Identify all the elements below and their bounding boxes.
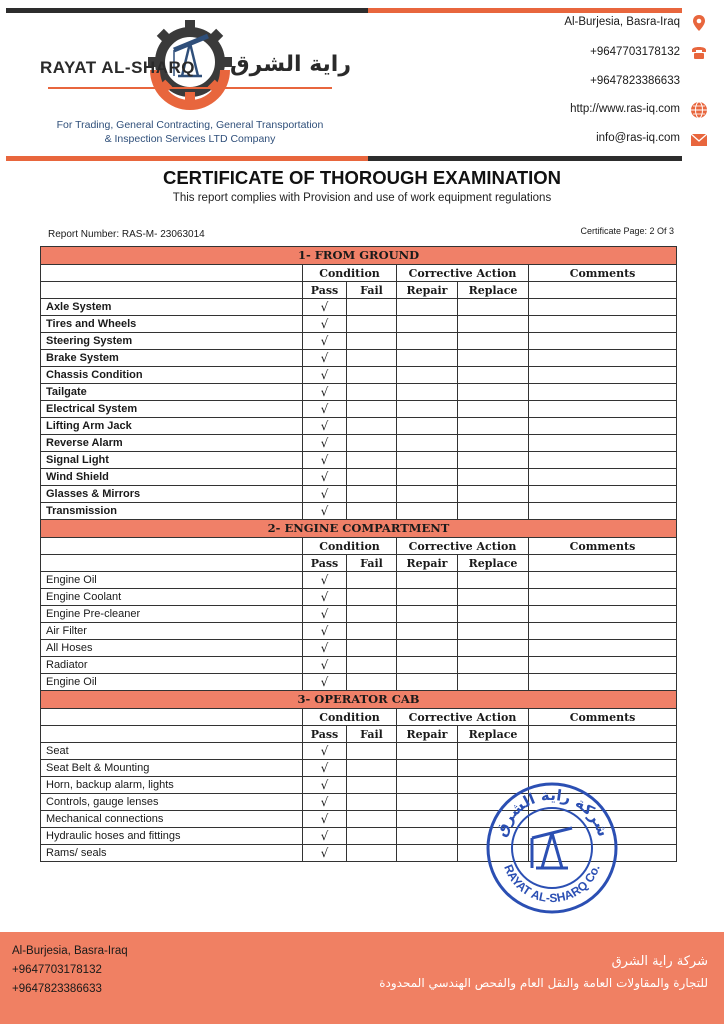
column-group-header-row (41, 265, 677, 282)
repair-cell (397, 640, 458, 657)
inspection-item: Seat Belt & Mounting (41, 760, 303, 777)
replace-header: Replace (458, 282, 529, 299)
replace-cell (458, 469, 529, 486)
inspection-item: Signal Light (41, 452, 303, 469)
pass-check-mark: √ (303, 572, 347, 589)
repair-header: Repair (397, 726, 458, 743)
replace-cell (458, 401, 529, 418)
inspection-row (41, 640, 677, 657)
fail-cell (347, 572, 397, 589)
inspection-item: Chassis Condition (41, 367, 303, 384)
fail-cell (347, 777, 397, 794)
header-blank-cell (41, 726, 303, 743)
replace-cell (458, 674, 529, 691)
fail-header: Fail (347, 282, 397, 299)
section-from-ground-table (40, 246, 677, 520)
footer-phone-2[interactable]: +9647823386633 (12, 983, 102, 995)
inspection-item: Electrical System (41, 401, 303, 418)
repair-cell (397, 657, 458, 674)
replace-cell (458, 572, 529, 589)
inspection-item: Air Filter (41, 623, 303, 640)
comments-cell (529, 674, 677, 691)
inspection-item: Steering System (41, 333, 303, 350)
footer-band (0, 932, 724, 1024)
contact-address: Al-Burjesia, Basra-Iraq (564, 16, 680, 28)
inspection-row (41, 657, 677, 674)
header-divider-dark (368, 156, 682, 161)
comments-cell (529, 333, 677, 350)
comments-cell (529, 657, 677, 674)
comments-cell (529, 760, 677, 777)
repair-cell (397, 794, 458, 811)
repair-cell (397, 503, 458, 520)
replace-cell (458, 760, 529, 777)
section-engine-compartment-table (40, 519, 677, 691)
fail-cell (347, 828, 397, 845)
fail-cell (347, 435, 397, 452)
comments-cell (529, 350, 677, 367)
column-header-row (41, 555, 677, 572)
fail-cell (347, 623, 397, 640)
pass-header: Pass (303, 282, 347, 299)
inspection-item: Transmission (41, 503, 303, 520)
pass-check-mark: √ (303, 401, 347, 418)
fail-cell (347, 794, 397, 811)
inspection-item: Horn, backup alarm, lights (41, 777, 303, 794)
repair-cell (397, 299, 458, 316)
pass-check-mark: √ (303, 606, 347, 623)
inspection-item: Hydraulic hoses and fittings (41, 828, 303, 845)
replace-cell (458, 452, 529, 469)
header-divider-accent (6, 156, 368, 161)
stamp-arabic-text: شركة راية الشرق (491, 785, 613, 839)
repair-header: Repair (397, 282, 458, 299)
replace-cell (458, 350, 529, 367)
header-top-bar-accent (368, 8, 682, 13)
fail-cell (347, 589, 397, 606)
inspection-item: Engine Pre-cleaner (41, 606, 303, 623)
certificate-title: CERTIFICATE OF THOROUGH EXAMINATION (162, 167, 562, 188)
inspection-row (41, 760, 677, 777)
inspection-row (41, 606, 677, 623)
inspection-row (41, 589, 677, 606)
comments-cell (529, 606, 677, 623)
fail-cell (347, 674, 397, 691)
section-title-row (41, 520, 677, 538)
comments-cell (529, 469, 677, 486)
inspection-row (41, 350, 677, 367)
pass-check-mark: √ (303, 299, 347, 316)
inspection-item: Axle System (41, 299, 303, 316)
fail-cell (347, 299, 397, 316)
pass-check-mark: √ (303, 640, 347, 657)
pass-check-mark: √ (303, 623, 347, 640)
section-title-row (41, 691, 677, 709)
inspection-item: Seat (41, 743, 303, 760)
logo-text-english: RAYAT AL-SHARQ (40, 58, 195, 77)
footer-phone-1[interactable]: +9647703178132 (12, 964, 102, 976)
pass-check-mark: √ (303, 350, 347, 367)
pass-check-mark: √ (303, 452, 347, 469)
header-blank-cell (41, 538, 303, 555)
inspection-row (41, 418, 677, 435)
comments-cell (529, 503, 677, 520)
footer-arabic-name: شركة راية الشرق (611, 954, 708, 969)
replace-cell (458, 657, 529, 674)
fail-cell (347, 503, 397, 520)
replace-cell (458, 606, 529, 623)
inspection-item: Mechanical connections (41, 811, 303, 828)
pass-header: Pass (303, 555, 347, 572)
replace-cell (458, 623, 529, 640)
inspection-row (41, 316, 677, 333)
globe-icon (690, 101, 708, 119)
contact-phone-2[interactable]: +9647823386633 (590, 75, 680, 87)
repair-cell (397, 350, 458, 367)
inspection-row (41, 623, 677, 640)
company-tagline (20, 118, 360, 146)
pass-check-mark: √ (303, 316, 347, 333)
inspection-item: Glasses & Mirrors (41, 486, 303, 503)
footer-arabic-description: للتجارة والمقاولات العامة والنقل العام والفحص الهندسي المحدودة (379, 976, 708, 990)
inspection-item: All Hoses (41, 640, 303, 657)
comments-cell (529, 435, 677, 452)
replace-cell (458, 418, 529, 435)
inspection-item: Rams/ seals (41, 845, 303, 862)
comments-blank-cell (529, 282, 677, 299)
repair-cell (397, 333, 458, 350)
inspection-item: Engine Oil (41, 674, 303, 691)
comments-cell (529, 299, 677, 316)
pass-header: Pass (303, 726, 347, 743)
section-title: 2- ENGINE COMPARTMENT (41, 520, 677, 538)
inspection-item: Lifting Arm Jack (41, 418, 303, 435)
fail-cell (347, 452, 397, 469)
replace-cell (458, 435, 529, 452)
inspection-item: Radiator (41, 657, 303, 674)
certificate-page: Certificate Page: 2 Of 3 (580, 226, 674, 236)
inspection-row (41, 333, 677, 350)
fail-cell (347, 760, 397, 777)
inspection-row (41, 572, 677, 589)
replace-cell (458, 743, 529, 760)
report-number: Report Number: RAS-M- 23063014 (48, 229, 205, 240)
column-group-header-row (41, 709, 677, 726)
fail-cell (347, 418, 397, 435)
repair-cell (397, 674, 458, 691)
header-blank-cell (41, 265, 303, 282)
repair-cell (397, 367, 458, 384)
comments-cell (529, 623, 677, 640)
pass-check-mark: √ (303, 384, 347, 401)
phone-icon (690, 44, 708, 62)
inspection-row (41, 299, 677, 316)
comments-cell (529, 486, 677, 503)
repair-cell (397, 384, 458, 401)
pass-check-mark: √ (303, 333, 347, 350)
inspection-item: Controls, gauge lenses (41, 794, 303, 811)
condition-header: Condition (303, 709, 397, 726)
pass-check-mark: √ (303, 589, 347, 606)
pass-check-mark: √ (303, 367, 347, 384)
repair-cell (397, 435, 458, 452)
pass-check-mark: √ (303, 503, 347, 520)
condition-header: Condition (303, 265, 397, 282)
comments-cell (529, 316, 677, 333)
company-stamp (484, 780, 620, 916)
fail-cell (347, 811, 397, 828)
certificate-subtitle: This report complies with Provision and use of work equipment regulations (172, 192, 552, 204)
inspection-row (41, 452, 677, 469)
replace-cell (458, 367, 529, 384)
inspection-row (41, 435, 677, 452)
inspection-item: Brake System (41, 350, 303, 367)
replace-header: Replace (458, 726, 529, 743)
tagline-line-2: & Inspection Services LTD Company (104, 133, 276, 145)
comments-cell (529, 367, 677, 384)
pass-check-mark: √ (303, 743, 347, 760)
repair-header: Repair (397, 555, 458, 572)
comments-header: Comments (529, 709, 677, 726)
inspection-item: Tires and Wheels (41, 316, 303, 333)
section-title: 3- OPERATOR CAB (41, 691, 677, 709)
repair-cell (397, 828, 458, 845)
pass-check-mark: √ (303, 811, 347, 828)
fail-cell (347, 401, 397, 418)
contact-email[interactable]: info@ras-iq.com (596, 132, 680, 144)
section-title: 1- FROM GROUND (41, 247, 677, 265)
repair-cell (397, 316, 458, 333)
column-header-row (41, 726, 677, 743)
svg-text:شركة راية الشرق (492, 786, 613, 839)
comments-cell (529, 640, 677, 657)
replace-cell (458, 589, 529, 606)
inspection-row (41, 486, 677, 503)
fail-cell (347, 350, 397, 367)
replace-cell (458, 299, 529, 316)
fail-cell (347, 469, 397, 486)
inspection-item: Wind Shield (41, 469, 303, 486)
replace-cell (458, 316, 529, 333)
header-top-bar-dark (6, 8, 368, 13)
fail-cell (347, 606, 397, 623)
pass-check-mark: √ (303, 418, 347, 435)
repair-cell (397, 589, 458, 606)
pass-check-mark: √ (303, 674, 347, 691)
stamp-english-text: RAYAT AL-SHARQ Co. (501, 862, 603, 906)
pass-check-mark: √ (303, 794, 347, 811)
stamp-seal-icon (484, 780, 620, 916)
fail-cell (347, 640, 397, 657)
pass-check-mark: √ (303, 486, 347, 503)
fail-header: Fail (347, 726, 397, 743)
pass-check-mark: √ (303, 777, 347, 794)
pass-check-mark: √ (303, 435, 347, 452)
replace-cell (458, 640, 529, 657)
replace-cell (458, 333, 529, 350)
corrective-action-header: Corrective Action (397, 538, 529, 555)
comments-cell (529, 384, 677, 401)
fail-cell (347, 486, 397, 503)
comments-cell (529, 589, 677, 606)
footer-address: Al-Burjesia, Basra-Iraq (12, 945, 128, 957)
header-blank-cell (41, 555, 303, 572)
inspection-row (41, 674, 677, 691)
pass-check-mark: √ (303, 657, 347, 674)
fail-header: Fail (347, 555, 397, 572)
pass-check-mark: √ (303, 845, 347, 862)
inspection-item: Tailgate (41, 384, 303, 401)
repair-cell (397, 777, 458, 794)
header-blank-cell (41, 709, 303, 726)
repair-cell (397, 606, 458, 623)
location-pin-icon (690, 14, 708, 32)
fail-cell (347, 384, 397, 401)
pass-check-mark: √ (303, 828, 347, 845)
pass-check-mark: √ (303, 469, 347, 486)
tagline-line-1: For Trading, General Contracting, General Transportation (56, 119, 324, 131)
repair-cell (397, 572, 458, 589)
repair-cell (397, 452, 458, 469)
repair-cell (397, 743, 458, 760)
section-title-row (41, 247, 677, 265)
column-header-row (41, 282, 677, 299)
replace-header: Replace (458, 555, 529, 572)
comments-cell (529, 743, 677, 760)
condition-header: Condition (303, 538, 397, 555)
repair-cell (397, 401, 458, 418)
comments-cell (529, 418, 677, 435)
inspection-row (41, 743, 677, 760)
repair-cell (397, 418, 458, 435)
inspection-item: Engine Oil (41, 572, 303, 589)
comments-blank-cell (529, 726, 677, 743)
fail-cell (347, 845, 397, 862)
replace-cell (458, 384, 529, 401)
replace-cell (458, 503, 529, 520)
repair-cell (397, 760, 458, 777)
fail-cell (347, 367, 397, 384)
repair-cell (397, 623, 458, 640)
inspection-row (41, 469, 677, 486)
column-group-header-row (41, 538, 677, 555)
inspection-item: Reverse Alarm (41, 435, 303, 452)
comments-header: Comments (529, 265, 677, 282)
comments-blank-cell (529, 555, 677, 572)
inspection-row (41, 367, 677, 384)
repair-cell (397, 811, 458, 828)
comments-header: Comments (529, 538, 677, 555)
comments-cell (529, 401, 677, 418)
comments-cell (529, 452, 677, 469)
fail-cell (347, 333, 397, 350)
inspection-item: Engine Coolant (41, 589, 303, 606)
corrective-action-header: Corrective Action (397, 709, 529, 726)
logo-text-arabic: راية الشرق (230, 52, 352, 77)
repair-cell (397, 469, 458, 486)
inspection-row (41, 401, 677, 418)
fail-cell (347, 316, 397, 333)
fail-cell (347, 657, 397, 674)
replace-cell (458, 486, 529, 503)
comments-cell (529, 572, 677, 589)
contact-phone-1[interactable]: +9647703178132 (590, 46, 680, 58)
repair-cell (397, 845, 458, 862)
email-icon (690, 131, 708, 149)
inspection-row (41, 503, 677, 520)
pass-check-mark: √ (303, 760, 347, 777)
contact-website[interactable]: http://www.ras-iq.com (570, 103, 680, 115)
company-logo (40, 18, 352, 113)
repair-cell (397, 486, 458, 503)
header-blank-cell (41, 282, 303, 299)
corrective-action-header: Corrective Action (397, 265, 529, 282)
fail-cell (347, 743, 397, 760)
inspection-row (41, 384, 677, 401)
